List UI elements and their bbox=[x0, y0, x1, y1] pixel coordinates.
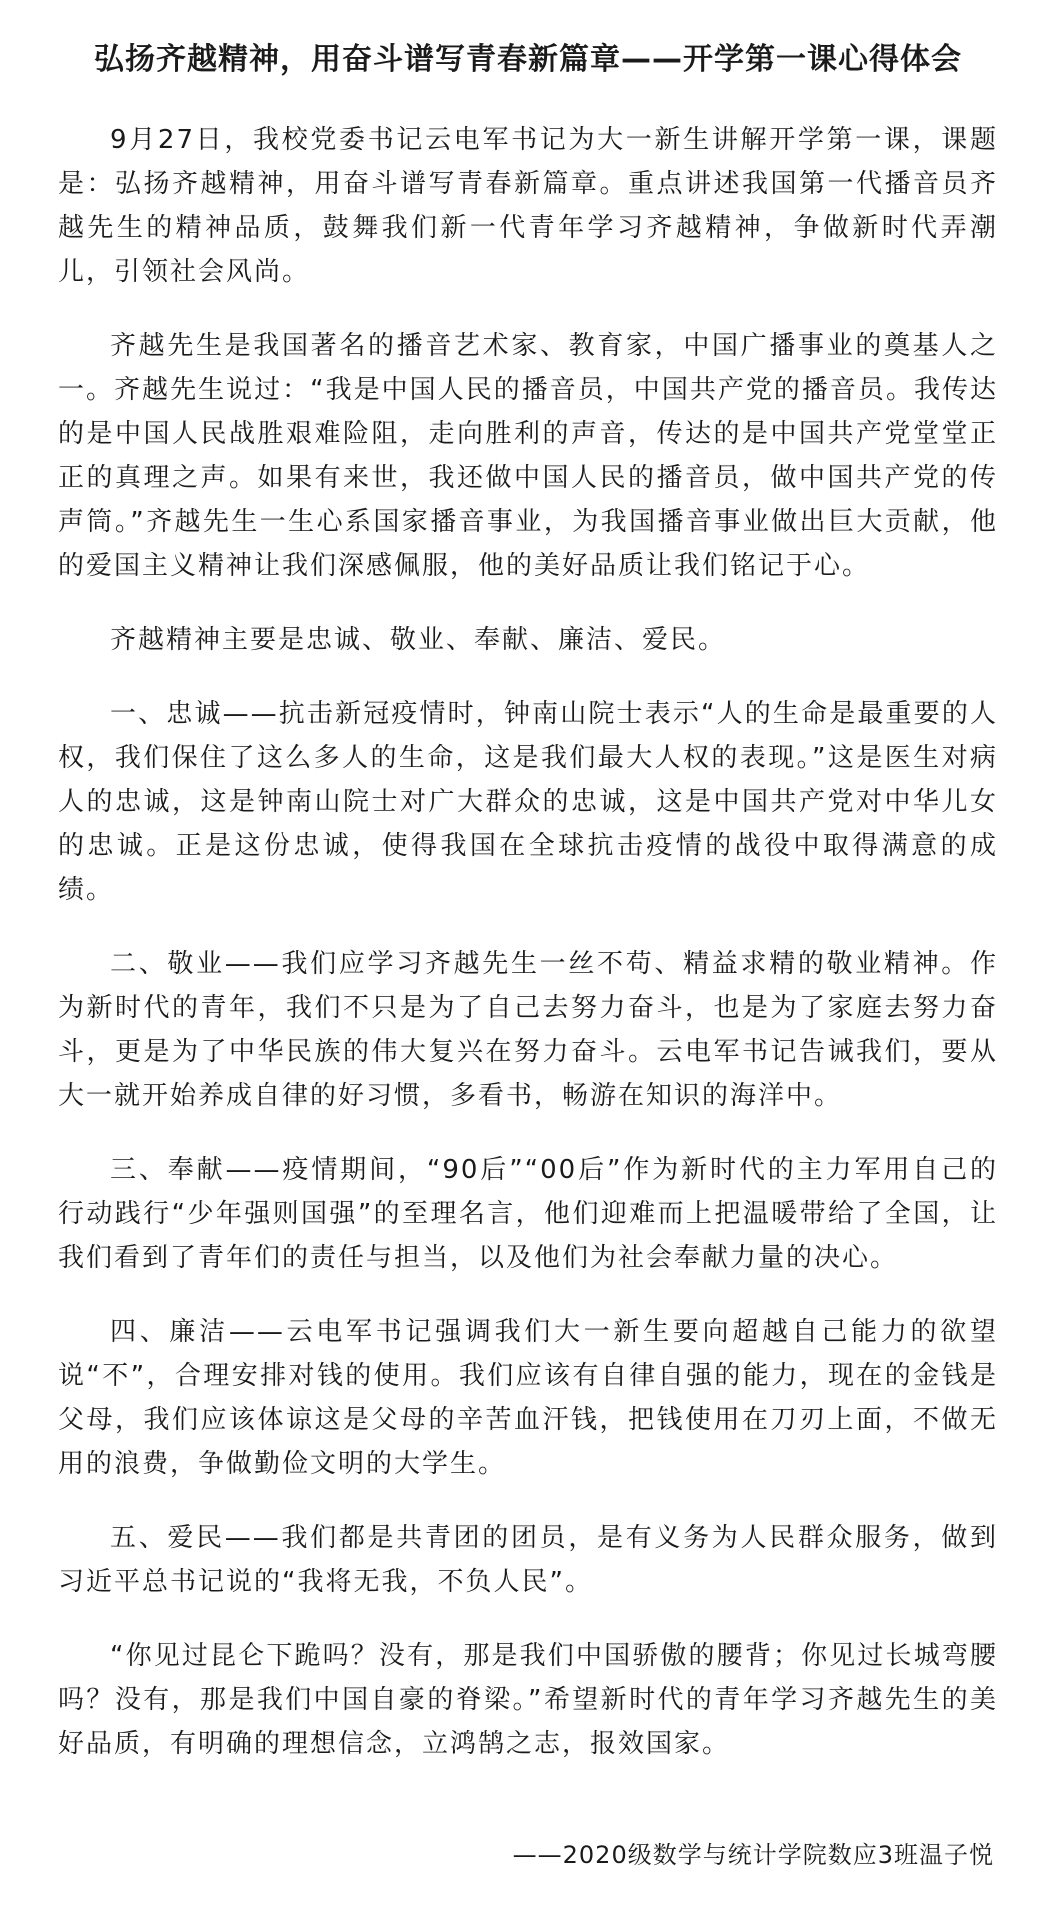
paragraph-loyalty: 一、忠诚——抗击新冠疫情时，钟南山院士表示“人的生命是最重要的人权，我们保住了这么多人的生命，这是我们最大人权的表现。”这是医生对病人的忠诚，这是钟南山院士对广大群众的忠诚，这是中国共产党对中华儿女的忠诚。正是这份忠诚，使得我国在全球抗击疫情的战役中取得满意的成绩。 bbox=[58, 699, 998, 905]
paragraph-intro: 9月27日，我校党委书记云电军书记为大一新生讲解开学第一课，课题是：弘扬齐越精神，用奋斗谱写青春新篇章。重点讲述我国第一代播音员齐越先生的精神品质，鼓舞我们新一代青年学习齐越精神，争做新时代弄潮儿，引领社会风尚。 bbox=[58, 125, 998, 287]
paragraph-conclusion: “你见过昆仑下跪吗？没有，那是我们中国骄傲的腰背；你见过长城弯腰吗？没有，那是我们中国自豪的脊梁。”希望新时代的青年学习齐越先生的美好品质，有明确的理想信念，立鸿鹄之志，报效国家。 bbox=[58, 1641, 998, 1759]
author-signature: ——2020级数学与统计学院数应3班温子悦 bbox=[512, 1841, 994, 1869]
paragraph-love-for-people: 五、爱民——我们都是共青团的团员，是有义务为人民群众服务，做到习近平总书记说的“我将无我，不负人民”。 bbox=[58, 1523, 998, 1597]
essay-title: 弘扬齐越精神，用奋斗谱写青春新篇章——开学第一课心得体会 bbox=[94, 42, 962, 77]
paragraph-spirit-summary: 齐越精神主要是忠诚、敬业、奉献、廉洁、爱民。 bbox=[110, 625, 727, 655]
paragraph-qiyue-background: 齐越先生是我国著名的播音艺术家、教育家，中国广播事业的奠基人之一。齐越先生说过：“我是中国人民的播音员，中国共产党的播音员。我传达的是中国人民战胜艰难险阻，走向胜利的声音，传达的是中国共产党堂堂正正的真理之声。如果有来世，我还做中国人民的播音员，做中国共产党的传声筒。”齐越先生一生心系国家播音事业，为我国播音事业做出巨大贡献，他的爱国主义精神让我们深感佩服，他的美好品质让我们铭记于心。 bbox=[58, 331, 998, 581]
paragraph-integrity: 四、廉洁——云电军书记强调我们大一新生要向超越自己能力的欲望说“不”，合理安排对钱的使用。我们应该有自律自强的能力，现在的金钱是父母，我们应该体谅这是父母的辛苦血汗钱，把钱使用在刀刃上面，不做无用的浪费，争做勤俭文明的大学生。 bbox=[58, 1317, 998, 1479]
paragraph-dedication-to-work: 二、敬业——我们应学习齐越先生一丝不苟、精益求精的敬业精神。作为新时代的青年，我们不只是为了自己去努力奋斗，也是为了家庭去努力奋斗，更是为了中华民族的伟大复兴在努力奋斗。云电军书记告诫我们，要从大一就开始养成自律的好习惯，多看书，畅游在知识的海洋中。 bbox=[58, 949, 998, 1111]
paragraph-devotion: 三、奉献——疫情期间，“90后”“00后”作为新时代的主力军用自己的行动践行“少年强则国强”的至理名言，他们迎难而上把温暖带给了全国，让我们看到了青年们的责任与担当，以及他们为社会奉献力量的决心。 bbox=[58, 1155, 998, 1273]
